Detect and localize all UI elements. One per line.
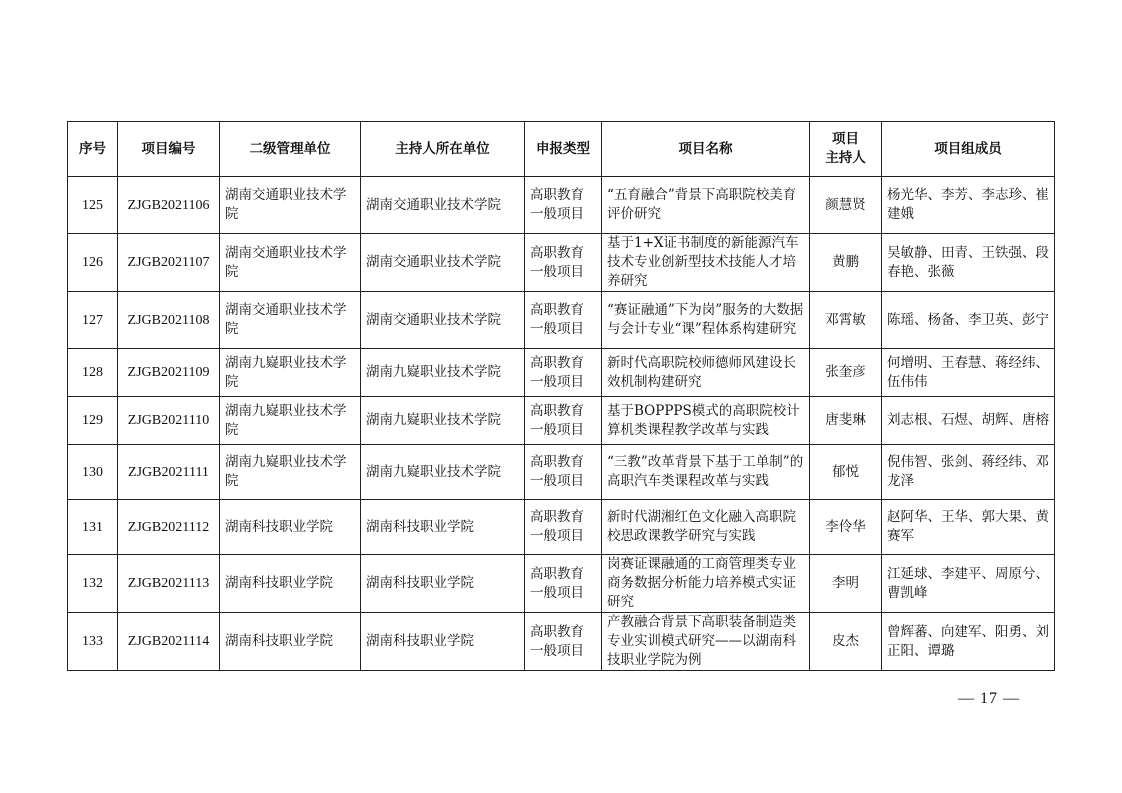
project-code-cell: ZJGB2021114 (118, 613, 220, 671)
project-code-cell: ZJGB2021112 (118, 500, 220, 555)
project-host-cell: 邓霄敏 (810, 292, 882, 349)
row-number-cell: 131 (68, 500, 118, 555)
project-host-cell: 颜慧贤 (810, 177, 882, 234)
project-members-cell: 吴敏静、田青、王铁强、段春艳、张薇 (882, 234, 1055, 292)
project-code-cell: ZJGB2021108 (118, 292, 220, 349)
table-row (68, 234, 1055, 292)
header-cell: 项目编号 (118, 122, 220, 177)
project-name-cell: 新时代高职院校师德师风建设长效机制构建研究 (602, 349, 810, 397)
project-host-cell: 唐斐琳 (810, 397, 882, 445)
application-type-cell: 高职教育一般项目 (525, 292, 602, 349)
management-unit-cell: 湖南科技职业学院 (220, 555, 361, 613)
project-name-cell: “五育融合”背景下高职院校美育评价研究 (602, 177, 810, 234)
page-number: — 17 — (958, 690, 1020, 707)
application-type-cell: 高职教育一般项目 (525, 397, 602, 445)
host-unit-cell: 湖南九嶷职业技术学院 (361, 445, 525, 500)
project-table (67, 121, 1055, 671)
header-cell: 二级管理单位 (220, 122, 361, 177)
project-code-cell: ZJGB2021106 (118, 177, 220, 234)
project-code-cell: ZJGB2021107 (118, 234, 220, 292)
project-code-cell: ZJGB2021110 (118, 397, 220, 445)
application-type-cell: 高职教育一般项目 (525, 177, 602, 234)
table-row (68, 397, 1055, 445)
project-host-cell: 张奎彦 (810, 349, 882, 397)
row-number-cell: 129 (68, 397, 118, 445)
project-members-cell: 江延球、李建平、周原兮、曹凯峰 (882, 555, 1055, 613)
header-cell: 申报类型 (525, 122, 602, 177)
project-name-cell: 基于1+X证书制度的新能源汽车技术专业创新型技术技能人才培养研究 (602, 234, 810, 292)
management-unit-cell: 湖南交通职业技术学院 (220, 234, 361, 292)
project-host-cell: 郁悦 (810, 445, 882, 500)
row-number-cell: 126 (68, 234, 118, 292)
row-number-cell: 128 (68, 349, 118, 397)
table-row (68, 292, 1055, 349)
header-cell: 主持人所在单位 (361, 122, 525, 177)
project-name-cell: 基于BOPPPS模式的高职院校计算机类课程教学改革与实践 (602, 397, 810, 445)
project-members-cell: 陈瑶、杨备、李卫英、彭宁 (882, 292, 1055, 349)
row-number-cell: 132 (68, 555, 118, 613)
management-unit-cell: 湖南九嶷职业技术学院 (220, 445, 361, 500)
project-code-cell: ZJGB2021113 (118, 555, 220, 613)
project-members-cell: 曾辉蕃、向建军、阳勇、刘正阳、谭璐 (882, 613, 1055, 671)
host-unit-cell: 湖南九嶷职业技术学院 (361, 397, 525, 445)
table-body (68, 177, 1055, 671)
management-unit-cell: 湖南交通职业技术学院 (220, 177, 361, 234)
row-number-cell: 130 (68, 445, 118, 500)
project-name-cell: 产教融合背景下高职装备制造类专业实训模式研究——以湖南科技职业学院为例 (602, 613, 810, 671)
table-header (68, 122, 1055, 177)
project-host-cell: 皮杰 (810, 613, 882, 671)
header-cell: 序号 (68, 122, 118, 177)
management-unit-cell: 湖南交通职业技术学院 (220, 292, 361, 349)
project-members-cell: 何增明、王春慧、蒋经纬、伍伟伟 (882, 349, 1055, 397)
table-row (68, 555, 1055, 613)
header-cell: 项目组成员 (882, 122, 1055, 177)
table-row (68, 613, 1055, 671)
row-number-cell: 127 (68, 292, 118, 349)
application-type-cell: 高职教育一般项目 (525, 445, 602, 500)
host-unit-cell: 湖南交通职业技术学院 (361, 177, 525, 234)
application-type-cell: 高职教育一般项目 (525, 234, 602, 292)
project-code-cell: ZJGB2021109 (118, 349, 220, 397)
project-name-cell: 新时代湖湘红色文化融入高职院校思政课教学研究与实践 (602, 500, 810, 555)
host-unit-cell: 湖南交通职业技术学院 (361, 292, 525, 349)
row-number-cell: 125 (68, 177, 118, 234)
project-host-cell: 黄鹏 (810, 234, 882, 292)
host-unit-cell: 湖南科技职业学院 (361, 613, 525, 671)
table-row (68, 445, 1055, 500)
management-unit-cell: 湖南科技职业学院 (220, 500, 361, 555)
table-row (68, 349, 1055, 397)
project-host-cell: 李伶华 (810, 500, 882, 555)
header-cell: 项目 主持人 (810, 122, 882, 177)
host-unit-cell: 湖南科技职业学院 (361, 555, 525, 613)
header-row (68, 122, 1055, 177)
project-members-cell: 杨光华、李芳、李志珍、崔建娥 (882, 177, 1055, 234)
project-members-cell: 赵阿华、王华、郭大果、黄赛军 (882, 500, 1055, 555)
header-cell: 项目名称 (602, 122, 810, 177)
host-unit-cell: 湖南九嶷职业技术学院 (361, 349, 525, 397)
application-type-cell: 高职教育一般项目 (525, 613, 602, 671)
application-type-cell: 高职教育一般项目 (525, 349, 602, 397)
project-code-cell: ZJGB2021111 (118, 445, 220, 500)
project-name-cell: “赛证融通”下为岗”服务的大数据与会计专业“课”程体系构建研究 (602, 292, 810, 349)
project-members-cell: 倪伟智、张剑、蒋经纬、邓龙泽 (882, 445, 1055, 500)
row-number-cell: 133 (68, 613, 118, 671)
project-members-cell: 刘志根、石煜、胡辉、唐榕 (882, 397, 1055, 445)
project-host-cell: 李明 (810, 555, 882, 613)
host-unit-cell: 湖南科技职业学院 (361, 500, 525, 555)
table-row (68, 500, 1055, 555)
project-name-cell: 岗赛证课融通的工商管理类专业商务数据分析能力培养模式实证研究 (602, 555, 810, 613)
application-type-cell: 高职教育一般项目 (525, 500, 602, 555)
application-type-cell: 高职教育一般项目 (525, 555, 602, 613)
management-unit-cell: 湖南九嶷职业技术学院 (220, 397, 361, 445)
host-unit-cell: 湖南交通职业技术学院 (361, 234, 525, 292)
project-name-cell: “三教”改革背景下基于工单制”的高职汽车类课程改革与实践 (602, 445, 810, 500)
management-unit-cell: 湖南科技职业学院 (220, 613, 361, 671)
table-row (68, 177, 1055, 234)
management-unit-cell: 湖南九嶷职业技术学院 (220, 349, 361, 397)
